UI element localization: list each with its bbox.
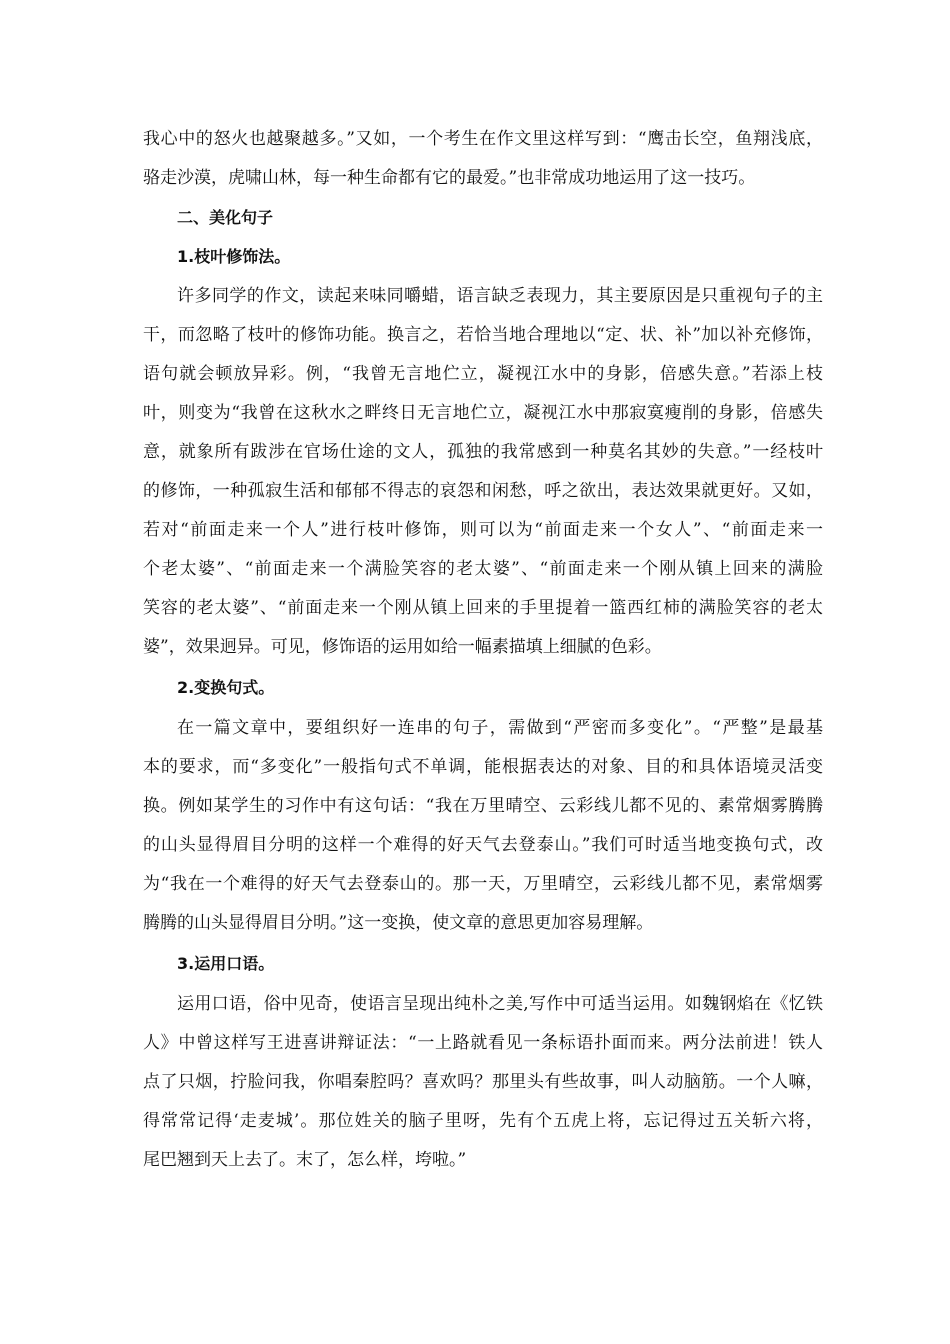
- body-text-line: 语句就会顿放异彩。例，“我曾无言地伫立，凝视江水中的身影，倍感失意。”若添上枝: [143, 364, 823, 384]
- body-text-line: 个老太婆”、“前面走来一个满脸笑容的老太婆”、“前面走来一个刚从镇上回来的满脸: [143, 559, 823, 579]
- body-text-line: 本的要求，而“多变化”一般指句式不单调，能根据表达的对象、目的和具体语境灵活变: [143, 757, 823, 777]
- subsection-heading: 2.变换句式。: [177, 678, 275, 697]
- section-heading: 二、美化句子: [177, 208, 274, 227]
- body-text-line: 腾腾的山头显得眉目分明。”这一变换，使文章的意思更加容易理解。: [143, 913, 654, 933]
- body-text-line: 若对“前面走来一个人”进行枝叶修饰，则可以为“前面走来一个女人”、“前面走来一: [143, 520, 823, 540]
- body-text-line: 尾巴翘到天上去了。末了，怎么样，垮啦。”: [143, 1150, 467, 1170]
- subsection-heading: 1.枝叶修饰法。: [177, 247, 291, 266]
- body-text-line: 骆走沙漠，虎啸山林，每一种生命都有它的最爱。”也非常成功地运用了这一技巧。: [143, 168, 756, 188]
- body-text-line: 的修饰，一种孤寂生活和郁郁不得志的哀怨和闲愁，呼之欲出，表达效果就更好。又如，: [143, 481, 823, 501]
- body-text-line: 得常常记得‘走麦城’。那位姓关的脑子里呀，先有个五虎上将，忘记得过五关斩六将，: [143, 1111, 823, 1131]
- body-text-line: 婆”，效果迥异。可见，修饰语的运用如给一幅素描填上细腻的色彩。: [143, 637, 662, 657]
- body-text-line: 在一篇文章中，要组织好一连串的句子，需做到“严密而多变化”。“严整”是最基: [177, 718, 823, 738]
- body-text-line: 为“我在一个难得的好天气去登泰山的。那一天，万里晴空，云彩线儿都不见，素常烟雾: [143, 874, 823, 894]
- body-text-line: 我心中的怒火也越聚越多。”又如，一个考生在作文里这样写到：“鹰击长空，鱼翔浅底，: [143, 129, 823, 149]
- subsection-heading: 3.运用口语。: [177, 954, 275, 973]
- body-text-line: 换。例如某学生的习作中有这句话：“我在万里晴空、云彩线儿都不见的、素常烟雾腾腾: [143, 796, 823, 816]
- body-text-line: 的山头显得眉目分明的这样一个难得的好天气去登泰山。”我们可时适当地变换句式，改: [143, 835, 823, 855]
- body-text-line: 许多同学的作文，读起来味同嚼蜡，语言缺乏表现力，其主要原因是只重视句子的主: [177, 286, 823, 306]
- body-text-line: 笑容的老太婆”、“前面走来一个刚从镇上回来的手里提着一篮西红柿的满脸笑容的老太: [143, 598, 823, 618]
- body-text-line: 点了只烟，拧脸问我，你唱秦腔吗？喜欢吗？那里头有些故事，叫人动脑筋。一个人嘛，: [143, 1072, 823, 1092]
- body-text-line: 意，就象所有跋涉在官场仕途的文人，孤独的我常感到一种莫名其妙的失意。”一经枝叶: [143, 442, 823, 462]
- body-text-line: 运用口语，俗中见奇，使语言呈现出纯朴之美,写作中可适当运用。如魏钢焰在《忆铁: [177, 994, 823, 1014]
- body-text-line: 干，而忽略了枝叶的修饰功能。换言之，若恰当地合理地以“定、状、补”加以补充修饰，: [143, 325, 823, 345]
- body-text-line: 人》中曾这样写王进喜讲辩证法：“一上路就看见一条标语扑面而来。两分法前进！铁人: [143, 1033, 823, 1053]
- body-text-line: 叶，则变为“我曾在这秋水之畔终日无言地伫立，凝视江水中那寂寞瘦削的身影，倍感失: [143, 403, 823, 423]
